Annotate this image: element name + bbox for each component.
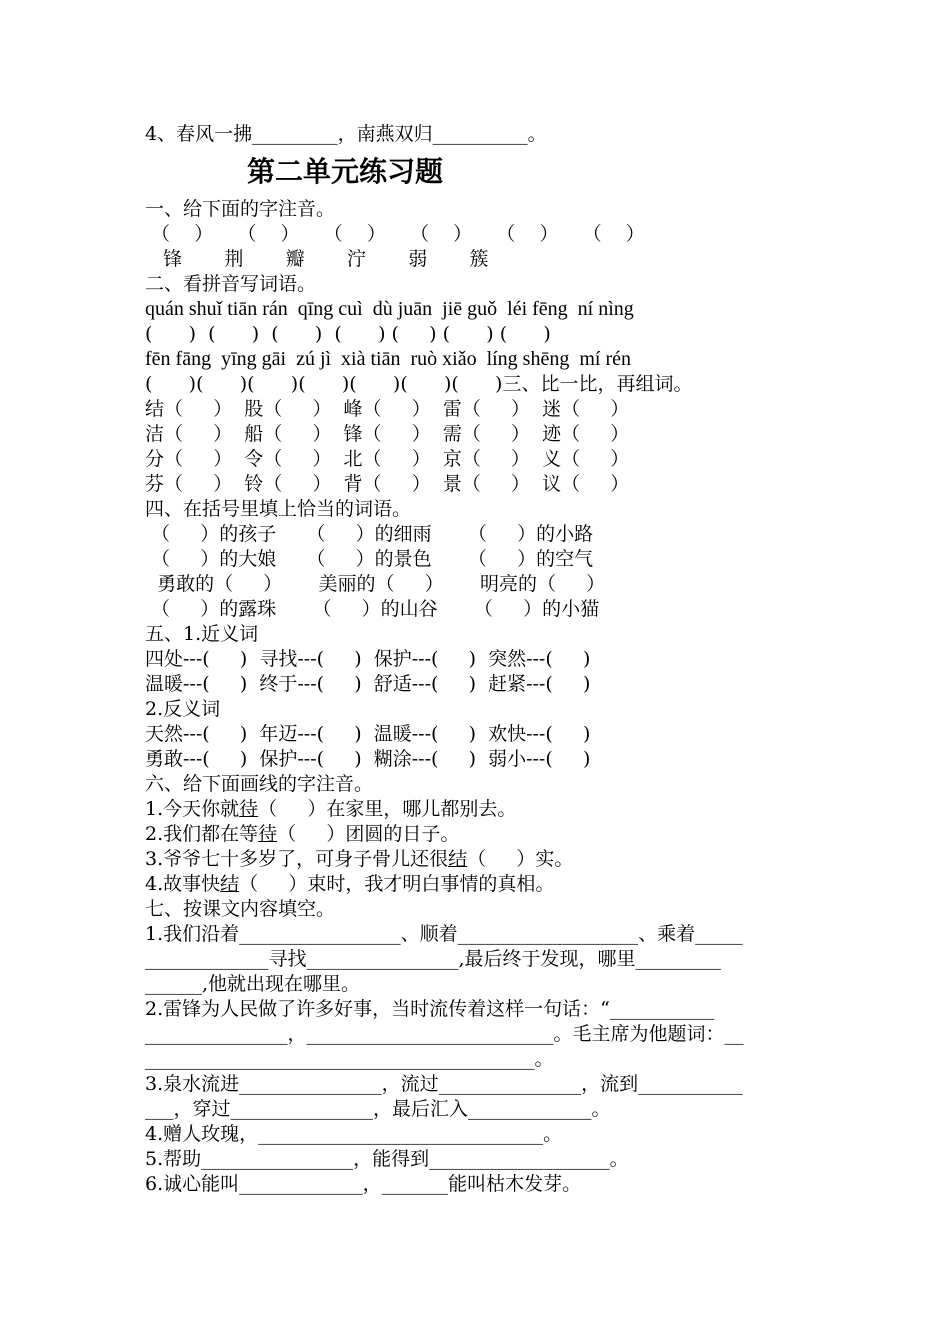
section2-pinyin-row-2: fēn fāng yīng gāi zú jì xià tiān ruò xiǎo líng shēng mí rén [145, 348, 631, 370]
synonym-row: 四处---( ) 寻找---( ) 保护---( ) 突然---( ) [145, 648, 591, 670]
section3-row: 洁（ ） 船（ ） 锋（ ） 需（ ） 迹（ ） [145, 423, 630, 445]
section3-row: 结（ ） 股（ ） 峰（ ） 雷（ ） 迷（ ） [145, 398, 630, 420]
section7-line: _______________，__________________________。毛主席为他题词：__ [145, 1023, 744, 1045]
antonym-heading: 2.反义词 [145, 698, 221, 720]
section5-heading: 五、1.近义词 [145, 623, 259, 645]
underlined-char: 结 [448, 848, 468, 870]
item-text: 3.爷爷七十多岁了，可身子骨儿还很 [145, 848, 449, 870]
section4-row: （ ）的大娘 （ ）的景色 （ ）的空气 [145, 548, 594, 570]
section7-line: 3.泉水流进_______________，流过_______________，流到___________ [145, 1073, 743, 1095]
section7-line: 5.帮助________________，能得到___________________。 [145, 1148, 629, 1170]
section7-line: ___，穿过_______________，最后汇入_____________。 [145, 1098, 611, 1120]
section7-line: 2.雷锋为人民做了许多好事，当时流传着这样一句话：“___________ [145, 998, 715, 1020]
section6-item [145, 872, 810, 897]
section7-line: 4.赠人玫瑰，______________________________。 [145, 1123, 563, 1145]
underlined-char: 待 [258, 823, 278, 845]
section3-row: 芬（ ） 铃（ ） 背（ ） 景（ ） 议（ ） [145, 473, 630, 495]
item-text: （ ）团圆的日子。 [277, 823, 460, 845]
section6-item [145, 822, 810, 847]
section2-blanks-row-2: ( )( )( )( )( )( )( )三、比一比，再组词。 [145, 373, 693, 395]
section1-chars: 锋 荆 瓣 泞 弱 簇 [145, 248, 489, 270]
underlined-char: 待 [239, 798, 259, 820]
section7-line: 1.我们沿着_________________、顺着___________________、乘着_____ [145, 923, 743, 945]
section7-line: 6.诚心能叫_____________，_______能叫枯木发芽。 [145, 1173, 582, 1195]
section1-brackets: （ ） （ ） （ ） （ ） （ ） （ ） [145, 223, 645, 245]
section7-heading: 七、按课文内容填空。 [145, 898, 336, 920]
section2-blanks-row-1: ( ) ( ) ( ) ( ) ( ) ( ) ( ) [145, 323, 551, 345]
section2-heading: 二、看拼音写词语。 [145, 273, 317, 295]
section4-row: 勇敢的（ ） 美丽的（ ） 明亮的（ ） [145, 573, 606, 595]
section6-item [145, 797, 810, 822]
section1-heading: 一、给下面的字注音。 [145, 198, 336, 220]
underlined-char: 结 [220, 873, 240, 895]
section3-row: 分（ ） 令（ ） 北（ ） 京（ ） 义（ ） [145, 448, 630, 470]
section6-item [145, 847, 810, 872]
worksheet-page [145, 122, 810, 1197]
section4-row: （ ）的孩子 （ ）的细雨 （ ）的小路 [145, 523, 594, 545]
synonym-row: 温暖---( ) 终于---( ) 舒适---( ) 赶紧---( ) [145, 673, 591, 695]
item-text: 1.今天你就 [145, 798, 240, 820]
section7-line: ______,他就出现在哪里。 [145, 973, 361, 995]
section4-heading: 四、在括号里填上恰当的词语。 [145, 498, 412, 520]
antonym-row: 天然---( ) 年迈---( ) 温暖---( ) 欢快---( ) [145, 723, 591, 745]
section7-line: _________________________________________。 [145, 1048, 554, 1070]
section7-line: _____________寻找________________,最后终于发现，哪里_________ [145, 948, 722, 970]
item-text: （ ）实。 [467, 848, 574, 870]
item-text: 2.我们都在等 [145, 823, 259, 845]
section2-pinyin-row-1: quán shuǐ tiān rán qīng cuì dù juān jiē guǒ léi fēng ní nìng [145, 298, 634, 320]
previous-item-4: 4、春风一拂_________，南燕双归__________。 [145, 123, 547, 145]
item-text: 4.故事快 [145, 873, 221, 895]
item-text: （ ）在家里，哪儿都别去。 [258, 798, 517, 820]
antonym-row: 勇敢---( ) 保护---( ) 糊涂---( ) 弱小---( ) [145, 748, 591, 770]
section6-heading: 六、给下面画线的字注音。 [145, 773, 374, 795]
section4-row: （ ）的露珠 （ ）的山谷 （ ）的小猫 [145, 598, 600, 620]
item-text: （ ）束时，我才明白事情的真相。 [239, 873, 555, 895]
page-title: 第二单元练习题 [247, 155, 444, 188]
